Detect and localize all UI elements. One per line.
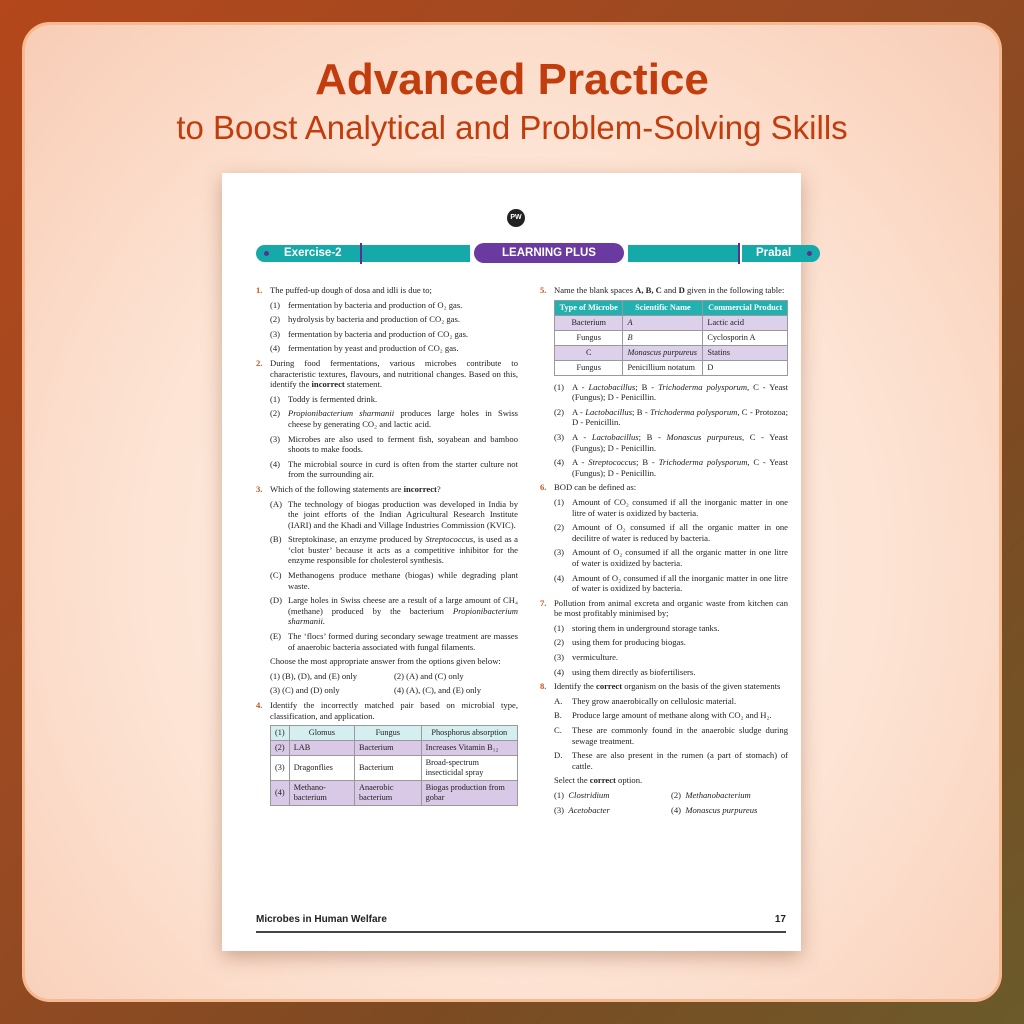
book-page <box>222 173 801 951</box>
option-text: Amount of O₂ consumed if all the inorganic matter in one litre of water is oxidized by bacteria. <box>572 572 788 594</box>
chapter-title: Microbes in Human Welfare <box>256 914 387 925</box>
option-row <box>554 790 788 801</box>
option-text: Amount of O₂ consumed if all the organic matter in one litre of water is oxidized by bacteria. <box>572 547 788 568</box>
option: (2) using them for producing biogas. <box>554 637 788 648</box>
table-row: (2) LAB Bacterium Increases Vitamin B₁₂ <box>271 741 518 756</box>
option-text: A - Lactobacillus; B - Monascus purpureus, C - Yeast (Fungus); D - Penicillin. <box>572 431 789 453</box>
option: (3) fermentation by bacteria and production of CO₂ gas. <box>270 329 518 340</box>
option: (2) A - Lactobacillus; B - Trichoderma polysporum, C - Protozoa; D - Penicillin. <box>554 406 788 428</box>
option: (3) Microbes are also used to ferment fish, soyabean and bamboo shoots to make foods. <box>270 433 518 455</box>
question-5 <box>540 285 788 296</box>
headline-title: Advanced Practice <box>315 55 709 104</box>
option: (4) Amount of O₂ consumed if all the inorganic matter in one litre of water is oxidized by bacteria. <box>554 572 788 594</box>
question-8 <box>540 681 788 692</box>
exercise-banner <box>256 243 792 263</box>
option-text: vermiculture. <box>572 652 619 663</box>
option-text: storing them in underground storage tanks. <box>572 622 720 633</box>
table-row: Fungus B Cyclosporin A <box>555 330 788 345</box>
question-number: 1. <box>256 285 263 295</box>
microbe-table <box>554 300 788 376</box>
statement: B. Produce large amount of methane along with CO₂ and H₂. <box>554 710 788 721</box>
option-text: Microbes are also used to ferment fish, soyabean and bamboo shoots to make foods. <box>288 433 518 455</box>
option-text: A - Streptococcus; B - Trichoderma polysporum, C - Yeast (Fungus); D - Penicillin. <box>572 457 789 478</box>
option: (1) Clostridium <box>554 790 610 800</box>
option: (4) A - Streptococcus; B - Trichoderma polysporum, C - Yeast (Fungus); D - Penicillin. <box>554 457 789 478</box>
question-7 <box>540 598 788 619</box>
option-text: fermentation by bacteria and production of CO₂ gas. <box>288 328 469 339</box>
option-text: A - Lactobacillus; B - Trichoderma polysporum, C - Protozoa; D - Penicillin. <box>572 406 788 428</box>
banner-level-label: Prabal <box>742 245 820 262</box>
question-number: 8. <box>540 681 547 692</box>
headline-subtitle: to Boost Analytical and Problem-Solving Skills <box>176 109 848 146</box>
page-footer <box>256 915 786 933</box>
option: (1) A - Lactobacillus; B - Trichoderma polysporum, C - Yeast (Fungus); D - Penicillin. <box>554 381 788 403</box>
option: (4) using them directly as biofertilisers. <box>554 667 788 678</box>
option: (2) Methanobacterium <box>671 790 751 800</box>
banner-center-label: LEARNING PLUS <box>474 243 624 263</box>
statement-text: These are commonly found in the anaerobic sludge during sewage treatment. <box>572 725 788 746</box>
match-table <box>270 725 518 806</box>
statement: (E) The ‘flocs’ formed during secondary sewage treatment are masses of anaerobic bacteria associated with fungal filaments. <box>270 631 518 652</box>
option: (2) Amount of O₂ consumed if all the organic matter in one decilitre of water is reduced by bacteria. <box>554 522 788 543</box>
statement: (C) Methanogens produce methane (biogas) while degrading plant waste. <box>270 570 518 591</box>
question-text: Which of the following statements are incorrect? <box>270 483 441 494</box>
statement-text: Large holes in Swiss cheese are a result of a large amount of CH₄ (methane) produced by the bacterium Propionibacterium sharmanii. <box>288 595 518 627</box>
option-text: using them for producing biogas. <box>572 637 686 648</box>
statement-text: These are also present in the rumen (a part of stomach) of cattle. <box>572 750 788 771</box>
option: (4) fermentation by yeast and production of CO₂ gas. <box>270 343 518 354</box>
question-text: Identify the incorrectly matched pair based on microbial type, classification, and application. <box>270 700 518 721</box>
statement-text: Produce large amount of methane along with CO₂ and H₂. <box>572 710 772 721</box>
option: (4) The microbial source in curd is often from the starter culture not from the surrounding air. <box>270 458 518 480</box>
question-text: During food fermentations, various microbes contribute to characteristic textures, flavours, and nutritional changes. Based on this, identify the incorrect statement. <box>270 357 518 390</box>
page-number: 17 <box>774 914 786 925</box>
statement: D. These are also present in the rumen (a part of stomach) of cattle. <box>554 750 788 771</box>
option: (1) Amount of CO₂ consumed if all the inorganic matter in one litre of water is oxidized by bacteria. <box>554 496 788 518</box>
question-number: 2. <box>256 357 263 368</box>
question-3 <box>256 484 518 495</box>
choose-instruction: Choose the most appropriate answer from the options given below: <box>270 656 501 667</box>
question-number: 7. <box>540 597 547 608</box>
question-6 <box>540 482 788 493</box>
option-text: Amount of CO₂ consumed if all the inorganic matter in one litre of water is oxidized by bacteria. <box>572 496 788 518</box>
option: (1) Toddy is fermented drink. <box>270 394 518 405</box>
option-text: fermentation by bacteria and production of O₂ gas. <box>288 299 463 310</box>
option: (3) Amount of O₂ consumed if all the organic matter in one litre of water is oxidized by bacteria. <box>554 547 788 568</box>
pw-logo-icon: PW <box>507 209 525 227</box>
option-text: (2) (A) and (C) only <box>394 670 464 681</box>
headline <box>0 56 1024 148</box>
table-row: (3) Dragonflies Bacterium Broad-spectrum insecticidal spray <box>271 756 518 781</box>
question-2 <box>256 358 518 390</box>
right-column <box>540 285 788 819</box>
option-text: Toddy is fermented drink. <box>288 393 378 404</box>
option-text: fermentation by yeast and production of CO₂ gas. <box>288 343 459 354</box>
option: (4) Monascus purpureus <box>671 804 758 815</box>
statement-text: The ‘flocs’ formed during secondary sewage treatment are masses of anaerobic bacteria associated with fungal filaments. <box>288 631 518 652</box>
option-text: Propionibacterium sharmanii produces large holes in Swiss cheese by generating CO₂ and lactic acid. <box>288 408 519 429</box>
option-text: (4) (A), (C), and (E) only <box>394 685 482 696</box>
question-text: Pollution from animal excreta and organic waste from kitchen can be most profitably minimised by; <box>554 597 788 619</box>
option-text: A - Lactobacillus; B - Trichoderma polysporum, C - Yeast (Fungus); D - Penicillin. <box>572 381 788 403</box>
statement-text: Streptokinase, an enzyme produced by Streptococcus, is used as a ‘clot buster’ because it acts as a competitive inhibitor for the enzyme responsible for cholesterol synthesis. <box>288 534 518 566</box>
statement: A. They grow anaerobically on cellulosic material. <box>554 696 788 707</box>
question-number: 5. <box>540 285 547 295</box>
option: (3) vermiculture. <box>554 652 788 663</box>
table-row: Fungus Penicillium notatum D <box>555 360 788 375</box>
table-row: (4) Methano-bacterium Anaerobic bacterium Biogas production from gobar <box>271 781 518 806</box>
left-column <box>256 285 518 812</box>
question-text: Identify the correct organism on the basis of the given statements <box>554 681 781 692</box>
statement: (D) Large holes in Swiss cheese are a result of a large amount of CH₄ (methane) produced by the bacterium Propionibacterium sharmanii. <box>270 595 518 627</box>
statement-text: Methanogens produce methane (biogas) while degrading plant waste. <box>288 570 518 591</box>
option-text: The microbial source in curd is often from the starter culture not from the surrounding air. <box>288 458 518 480</box>
option-text: hydrolysis by bacteria and production of CO₂ gas. <box>288 314 460 325</box>
statement-text: The technology of biogas production was developed in India by the joint efforts of the Indian Agricultural Research Institute (IARI) and the Khadi and Village Industries Commission (KVIC). <box>288 498 518 530</box>
option-text: Amount of O₂ consumed if all the organic matter in one decilitre of water is reduced by bacteria. <box>572 522 788 543</box>
option: (1) storing them in underground storage tanks. <box>554 623 788 634</box>
option-row <box>270 671 518 682</box>
option: (1) fermentation by bacteria and production of O₂ gas. <box>270 300 518 311</box>
banner-bar <box>362 245 470 262</box>
statement: C. These are commonly found in the anaerobic sludge during sewage treatment. <box>554 725 788 746</box>
statement-text: They grow anaerobically on cellulosic material. <box>572 695 737 706</box>
statement: (B) Streptokinase, an enzyme produced by Streptococcus, is used as a ‘clot buster’ because it acts as a competitive inhibitor for the enzyme responsible for cholesterol synthesis. <box>270 534 518 566</box>
question-number: 4. <box>256 700 263 710</box>
option: (3) A - Lactobacillus; B - Monascus purpureus, C - Yeast (Fungus); D - Penicillin. <box>554 431 789 453</box>
banner-bar <box>628 245 738 262</box>
select-instruction: Select the correct option. <box>554 775 643 786</box>
table-row: (1) Glomus Fungus Phosphorus absorption <box>271 726 518 741</box>
banner-divider <box>738 243 740 264</box>
table-header-row: Type of Microbe Scientific Name Commercial Product <box>555 300 788 315</box>
question-text: Name the blank spaces A, B, C and D given in the following table: <box>554 285 785 295</box>
option-row <box>270 685 518 696</box>
question-1 <box>256 285 518 296</box>
table-row: Bacterium A Lactic acid <box>555 315 788 330</box>
option: (3) Acetobacter <box>554 804 610 815</box>
option-text: (3) (C) and (D) only <box>270 685 340 696</box>
question-text: BOD can be defined as: <box>554 482 637 493</box>
option: (2) Propionibacterium sharmanii produces large holes in Swiss cheese by generating CO₂ and lactic acid. <box>270 408 519 429</box>
question-number: 6. <box>540 482 547 493</box>
question-4 <box>256 700 518 721</box>
banner-exercise-label: Exercise-2 <box>256 245 360 262</box>
question-text: The puffed-up dough of dosa and idli is due to; <box>270 285 432 295</box>
table-row: C Monascus purpureus Statins <box>555 345 788 360</box>
question-number: 3. <box>256 483 263 494</box>
statement: (A) The technology of biogas production was developed in India by the joint efforts of the Indian Agricultural Research Institute (IARI) and the Khadi and Village Industries Commission (KVIC). <box>270 498 518 530</box>
option-text: (1) (B), (D), and (E) only <box>270 670 358 681</box>
option-text: using them directly as biofertilisers. <box>572 666 696 677</box>
option: (2) hydrolysis by bacteria and production of CO₂ gas. <box>270 314 518 325</box>
option-row <box>554 805 788 816</box>
